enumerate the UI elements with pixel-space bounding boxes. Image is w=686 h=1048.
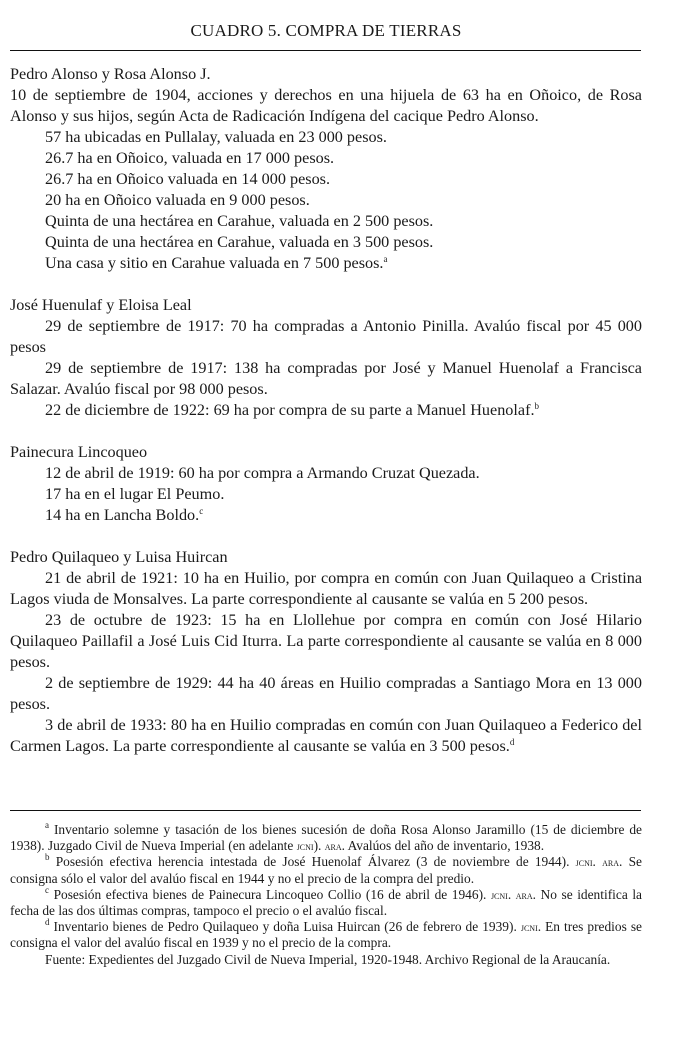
footnote-b (10, 854, 642, 886)
footnote-ref-b[interactable]: b (534, 401, 540, 411)
entry-pedro-quilaqueo (10, 547, 642, 757)
footnote-text: . (507, 886, 516, 902)
footnote-text: Posesión efectiva bienes de Painecura Lincoqueo Collio (16 de abril de 1946). (53, 886, 491, 902)
footnote-text: . Avalúos del año de inventario, 1938. (341, 838, 545, 854)
footnote-text: ). (313, 838, 325, 854)
entry-item: 29 de septiembre de 1917: 70 ha compradas a Antonio Pinilla. Avalúo fiscal por 45 000 pesos (10, 317, 642, 356)
footnote-text: . (592, 854, 603, 870)
footnote-mark: c (45, 884, 49, 895)
entry-item: Quinta de una hectárea en Carahue, valuada en 3 500 pesos. (45, 233, 434, 251)
entry-item-text: 14 ha en Lancha Boldo. (45, 506, 200, 524)
abbrev-ara: ara (602, 855, 620, 870)
footnote-text: Posesión efectiva herencia intestada de José Huenolaf Álvarez (3 de noviembre de 1944). (55, 854, 576, 870)
entry-item (10, 400, 642, 421)
entry-jose-huenulaf (10, 295, 642, 421)
abbrev-jcni: jcni (296, 839, 314, 854)
entry-name: Pedro Quilaqueo y Luisa Huircan (10, 548, 228, 566)
footnote-text: . No se identifica la fecha de las dos últimas compras, tampoco el precio o el avalúo fiscal. (10, 886, 642, 919)
abbrev-jcni: jcni (520, 920, 538, 935)
entry-name: José Huenulaf y Eloisa Leal (10, 296, 192, 314)
footnote-text: Inventario bienes de Pedro Quilaqueo y doña Luisa Huircan (26 de febrero de 1939). (53, 919, 521, 935)
entry-item: 26.7 ha en Oñoico valuada en 14 000 pesos. (45, 170, 331, 188)
entry-item (10, 253, 642, 274)
entry-item: 23 de octubre de 1923: 15 ha en Llollehue por compra en común con José Hilario Quilaqueo Paillafil a José Luis Cid Iturra. La parte correspondiente al causante se valúa en 8 000 pesos. (10, 611, 642, 671)
entry-item: 26.7 ha en Oñoico, valuada en 17 000 pesos. (45, 149, 335, 167)
entry-name: Painecura Lincoqueo (10, 443, 148, 461)
entry-item: Quinta de una hectárea en Carahue, valuada en 2 500 pesos. (45, 212, 434, 230)
entry-pedro-alonso (10, 64, 642, 274)
entry-item: 29 de septiembre de 1917: 138 ha compradas por José y Manuel Huenolaf a Francisca Salazar. Avalúo fiscal por 98 000 pesos. (10, 359, 642, 398)
entry-item (10, 715, 642, 757)
entry-item: 21 de abril de 1921: 10 ha en Huilio, por compra en común con Juan Quilaqueo a Cristina Lagos viuda de Monsalves. La parte correspondiente al causante se valúa en 5 200 pesos. (10, 569, 642, 608)
footnote-text: . En tres predios se consigna el valor del avalúo fiscal en 1939 y no el precio de la compra. (10, 919, 642, 951)
footnote-d (10, 919, 642, 951)
footnote-a (10, 822, 642, 854)
footnote-mark: a (45, 820, 49, 830)
entry-item: 2 de septiembre de 1929: 44 ha 40 áreas en Huilio compradas a Santiago Mora en 13 000 pesos. (10, 674, 642, 713)
abbrev-jcni: jcni (575, 855, 593, 870)
abbrev-ara: ara (515, 887, 533, 902)
abbrev-jcni: jcni (490, 887, 508, 902)
entry-item-text: 22 de diciembre de 1922: 69 ha por compra de su parte a Manuel Huenolaf. (45, 401, 535, 419)
footnote-mark: b (45, 852, 50, 863)
entry-item (10, 505, 642, 526)
table-title: CUADRO 5. COMPRA DE TIERRAS (190, 21, 462, 40)
entry-painecura-lincoqueo (10, 442, 642, 526)
footnote-rule (10, 810, 641, 811)
footnote-c (10, 884, 642, 919)
source-note: Fuente: Expedientes del Juzgado Civil de Nueva Imperial, 1920-1948. Archivo Regional de la Araucanía. (45, 951, 611, 967)
footnote-ref-a[interactable]: a (383, 254, 388, 264)
footnotes (10, 822, 642, 968)
entry-name: Pedro Alonso y Rosa Alonso J. (10, 65, 211, 83)
entry-item: 17 ha en el lugar El Peumo. (45, 485, 225, 503)
entry-item-text: 3 de abril de 1933: 80 ha en Huilio compradas en común con Juan Quilaqueo a Federico del Carmen Lagos. La parte correspondiente al causante se valúa en 3 500 pesos. (10, 716, 642, 755)
entry-item: 57 ha ubicadas en Pullalay, valuada en 23 000 pesos. (45, 128, 387, 146)
abbrev-ara: ara (324, 839, 342, 854)
footnote-text: Inventario solemne y tasación de los bienes sucesión de doña Rosa Alonso Jaramillo (15 de diciembre de 1938). Juzgado Civil de Nueva Imperial (en adelante (10, 822, 642, 854)
footnote-text: . Se consigna sólo el valor del avalúo fiscal en 1944 y no el precio de la compra del predio. (10, 854, 642, 886)
body (10, 64, 642, 778)
top-rule (10, 50, 641, 51)
entry-item: 12 de abril de 1919: 60 ha por compra a Armando Cruzat Quezada. (45, 464, 480, 482)
footnote-ref-d[interactable]: d (509, 737, 515, 747)
entry-item: 20 ha en Oñoico valuada en 9 000 pesos. (45, 191, 310, 209)
footnote-ref-c[interactable]: c (199, 506, 204, 516)
entry-lead: 10 de septiembre de 1904, acciones y derechos en una hijuela de 63 ha en Oñoico, de Rosa Alonso y sus hijos, según Acta de Radicación Indígena del cacique Pedro Alonso. (10, 86, 642, 125)
entry-item-text: Una casa y sitio en Carahue valuada en 7 500 pesos. (45, 254, 384, 272)
footnote-mark: d (45, 917, 50, 928)
